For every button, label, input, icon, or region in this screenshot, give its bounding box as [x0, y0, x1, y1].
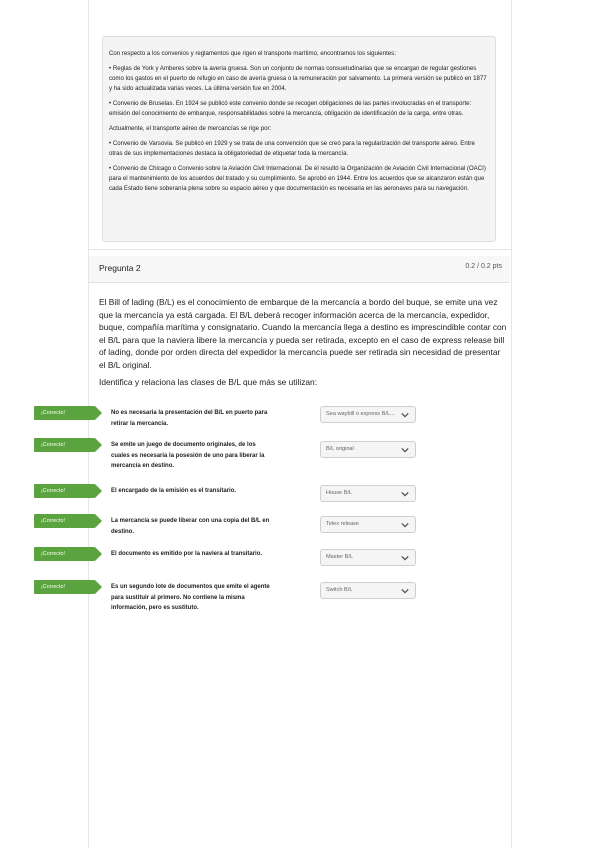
chevron-down-icon — [401, 446, 409, 454]
match-item-text: No es necesaria la presentación del B/L en puerto para retirar la mercancía. — [111, 410, 268, 427]
feedback-paragraph: • Convenio de Varsovia. Se publicó en 1929 y se trata de una convención que se creó para la regularización del transporte aéreo. Entre otras de sus implementaciones destaca la obligatoriedad de etiquetar toda la mercancía. — [109, 139, 475, 157]
question-header — [89, 256, 510, 283]
correct-badge: ¡Correcto! — [34, 406, 95, 420]
previous-question-card — [88, 0, 511, 250]
question-text: El Bill of lading (B/L) es el conocimiento de embarque de la mercancía a bordo del buque, se emite una vez que la mercancía ya está cargada. El B/L deberá recoger información acerca de la mercancía, expedidor, buque, compañía marítima y consignatario. Cuando la mercancía llega a destino es imprescindible contar con el B/L para que la naviera libere la mercancía y pueda ser retirada, excepto en el caso de express release bill of lading, donde por orden directa del expedidor la mercancía puede ser retirada sin necesidad de presentar el B/L original. — [99, 297, 507, 370]
match-item-text: Es un segundo lote de documentos que emite el agente para sustituir al primero. No contiene la misma información, pero es sustituto. — [111, 584, 270, 611]
feedback-paragraph: • Reglas de York y Amberes sobre la avería gruesa. Son un conjunto de normas consuetudinarias que se encargan de regular gestiones como los gastos en el puerto de refugio en caso de avería gruesa o la remuneración por salvamento. La primera versión se publicó en 1877 y ha sido actualizada varias veces. La última versión fue en 2004. — [109, 64, 487, 93]
answer-select[interactable] — [320, 406, 416, 423]
correct-badge: ¡Correcto! — [34, 580, 95, 594]
correct-badge: ¡Correcto! — [34, 484, 95, 498]
chevron-down-icon — [401, 521, 409, 529]
select-value: Master B/L — [326, 554, 354, 560]
feedback-paragraph: Actualmente, el transporte aéreo de mercancías se rige por: — [109, 125, 272, 132]
answer-select[interactable] — [320, 441, 416, 458]
chevron-down-icon — [401, 411, 409, 419]
question-points: 0.2 / 0.2 pts — [465, 263, 502, 270]
answer-feedback-box — [102, 36, 496, 242]
match-item-text: La mercancía se puede liberar con una copia del B/L en destino. — [111, 518, 270, 535]
chevron-down-icon — [401, 554, 409, 562]
select-value: Sea waybill o express B/L... — [326, 411, 395, 417]
select-value: House B/L — [326, 490, 353, 496]
correct-badge: ¡Correcto! — [34, 514, 95, 528]
question-prompt: Identifica y relaciona las clases de B/L que más se utilizan: — [99, 377, 318, 387]
question-title: Pregunta 2 — [99, 263, 141, 273]
feedback-paragraph: • Convenio de Chicago o Convenio sobre la Aviación Civil Internacional. De él resultó la Organización de Aviación Civil Internacional (OACI) para el mantenimiento de los acuerdos del tratado y su cumplimiento. Se aprobó en 1944. Entre los acuerdos que se alcanzaron están que cada Estado tiene soberanía plena sobre su espacio aéreo y que documentación es necesaria en las aeronaves para su navegación. — [109, 164, 486, 193]
select-value: B/L original — [326, 446, 354, 452]
match-item-text: El documento es emitido por la naviera al transitario. — [111, 551, 263, 557]
feedback-intro: Con respecto a los convenios y reglamentos que rigen el transporte marítimo, encontramos los siguientes: — [109, 50, 396, 57]
right-border — [511, 0, 512, 848]
match-item-text: El encargado de la emisión es el transitario. — [111, 488, 237, 494]
answer-select[interactable] — [320, 549, 416, 566]
answer-select[interactable] — [320, 516, 416, 533]
correct-badge: ¡Correcto! — [34, 438, 95, 452]
select-value: Telex release — [326, 521, 359, 527]
chevron-down-icon — [401, 490, 409, 498]
answer-select[interactable] — [320, 485, 416, 502]
answer-select[interactable] — [320, 582, 416, 599]
correct-badge: ¡Correcto! — [34, 547, 95, 561]
select-value: Switch B/L — [326, 587, 353, 593]
chevron-down-icon — [401, 587, 409, 595]
match-item-text: Se emite un juego de documento originales, de los cuales es necesaria la posesión de uno para liberar la mercancía en destino. — [111, 442, 265, 469]
feedback-paragraph: • Convenio de Bruselas. En 1924 se publicó este convenio donde se recogen obligaciones de las partes involucradas en el transporte: emisión del conocimiento de embarque, responsabilidades sobre la mercancía, obligación de identificación de la carga, entre otras. — [109, 100, 472, 118]
